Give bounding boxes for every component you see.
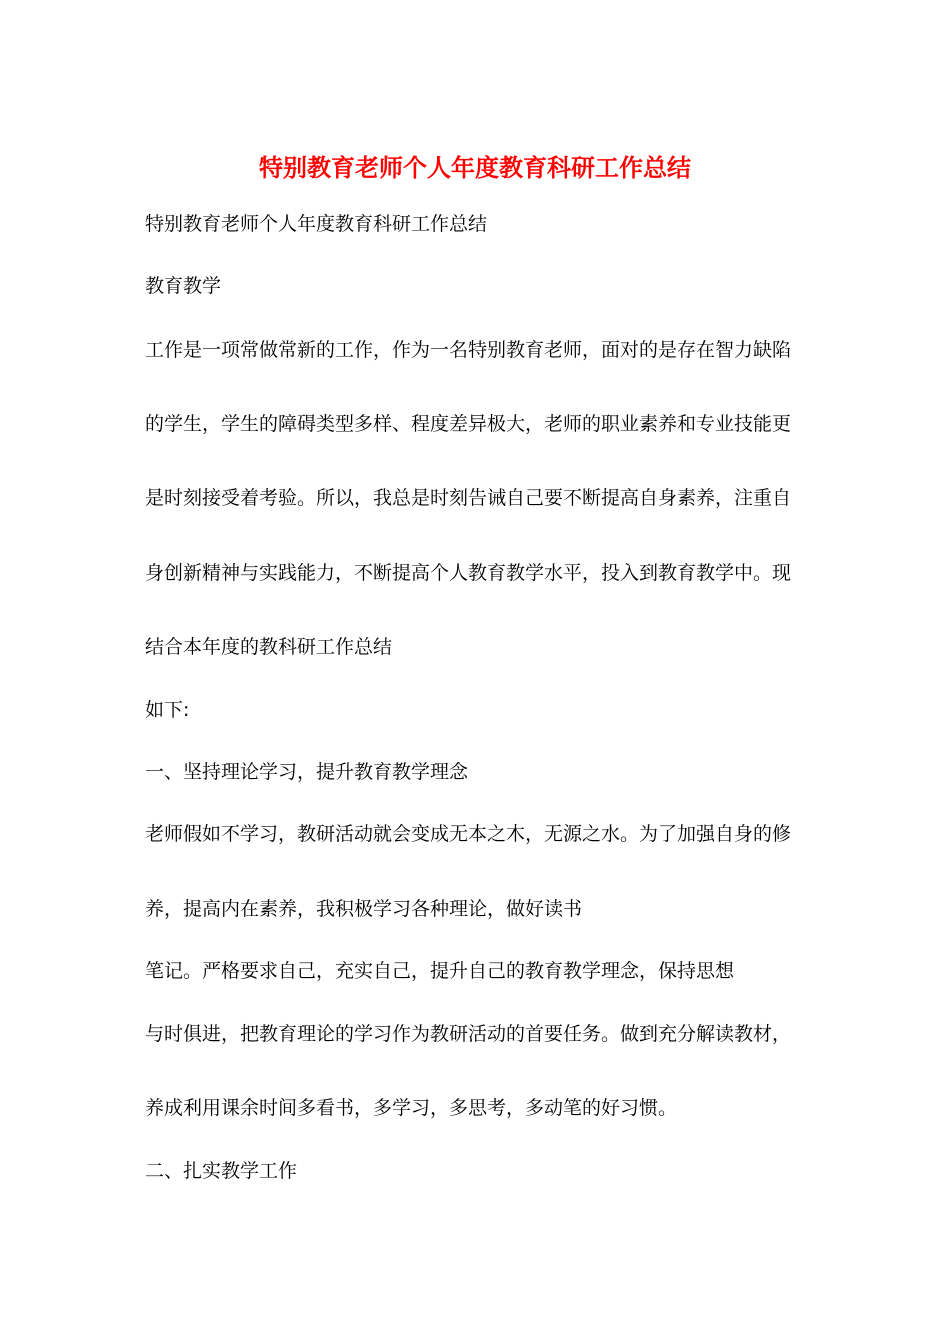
paragraph-line: 笔记。严格要求自己，充实自己，提升自己的教育教学理念，保持思想 [145, 960, 735, 982]
paragraph-line: 与时俱进，把教育理论的学习作为教研活动的首要任务。做到充分解读教材， [145, 1023, 792, 1045]
paragraph-line: 的学生，学生的障碍类型多样、程度差异极大，老师的职业素养和专业技能更 [145, 413, 792, 435]
section-heading: 一、坚持理论学习，提升教育教学理念 [145, 761, 469, 783]
paragraph-line: 老师假如不学习，教研活动就会变成无本之木，无源之水。为了加强自身的修 [145, 823, 792, 845]
subtitle-line: 特别教育老师个人年度教育科研工作总结 [145, 213, 488, 235]
paragraph-line: 结合本年度的教科研工作总结 [145, 636, 393, 658]
paragraph-line: 教育教学 [145, 275, 222, 297]
paragraph-line: 工作是一项常做常新的工作，作为一名特别教育老师，面对的是存在智力缺陷 [145, 339, 792, 361]
paragraph-line: 养成利用课余时间多看书，多学习，多思考，多动笔的好习惯。 [145, 1097, 678, 1119]
paragraph-line: 是时刻接受着考验。所以，我总是时刻告诫自己要不断提高自身素养，注重自 [145, 487, 792, 509]
paragraph-line: 身创新精神与实践能力，不断提高个人教育教学水平，投入到教育教学中。现 [145, 562, 792, 584]
section-heading: 二、扎实教学工作 [145, 1160, 298, 1182]
paragraph-line: 养，提高内在素养，我积极学习各种理论，做好读书 [145, 898, 583, 920]
paragraph-line: 如下: [145, 699, 190, 721]
document-title: 特别教育老师个人年度教育科研工作总结 [259, 154, 691, 182]
